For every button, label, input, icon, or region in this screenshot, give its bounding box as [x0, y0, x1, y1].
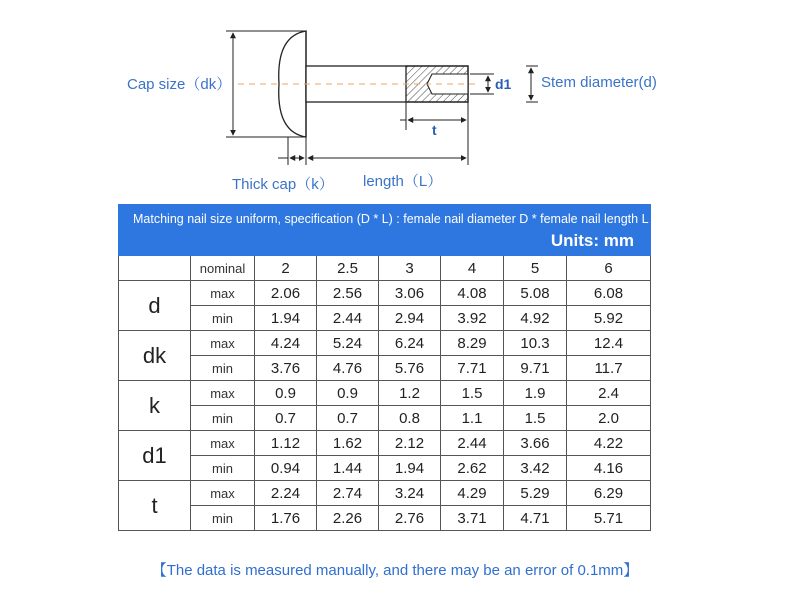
value-cell: 0.7	[317, 406, 379, 431]
value-cell: 2.62	[441, 456, 504, 481]
value-cell: 4.16	[567, 456, 651, 481]
table-row	[119, 281, 651, 306]
value-cell: 0.9	[317, 381, 379, 406]
value-cell: 1.1	[441, 406, 504, 431]
value-cell: 4.76	[317, 356, 379, 381]
table-row	[119, 381, 651, 406]
corner-cell	[119, 256, 191, 281]
value-cell: 6.24	[379, 331, 441, 356]
parameter-cell: d	[119, 281, 191, 331]
value-cell: 3.66	[504, 431, 567, 456]
value-cell: 2.76	[379, 506, 441, 531]
value-cell: 2.4	[567, 381, 651, 406]
value-cell: 0.8	[379, 406, 441, 431]
nominal-size-cell: 2.5	[317, 256, 379, 281]
limit-cell: max	[191, 281, 255, 306]
limit-cell: max	[191, 481, 255, 506]
value-cell: 7.71	[441, 356, 504, 381]
value-cell: 5.29	[504, 481, 567, 506]
value-cell: 3.24	[379, 481, 441, 506]
table-title: Matching nail size uniform, specification (D * L) : female nail diameter D * female nail length L	[133, 212, 649, 226]
limit-cell: min	[191, 506, 255, 531]
value-cell: 1.5	[504, 406, 567, 431]
d1-label: d1	[495, 76, 512, 92]
parameter-cell: t	[119, 481, 191, 531]
value-cell: 5.92	[567, 306, 651, 331]
value-cell: 5.08	[504, 281, 567, 306]
value-cell: 12.4	[567, 331, 651, 356]
value-cell: 2.0	[567, 406, 651, 431]
nominal-size-cell: 2	[255, 256, 317, 281]
value-cell: 3.42	[504, 456, 567, 481]
value-cell: 2.56	[317, 281, 379, 306]
value-cell: 5.24	[317, 331, 379, 356]
nominal-size-cell: 6	[567, 256, 651, 281]
spec-table	[118, 204, 651, 531]
t-label: t	[432, 122, 437, 138]
value-cell: 4.29	[441, 481, 504, 506]
table-row	[119, 356, 651, 381]
value-cell: 1.94	[379, 456, 441, 481]
value-cell: 0.7	[255, 406, 317, 431]
value-cell: 1.94	[255, 306, 317, 331]
value-cell: 2.74	[317, 481, 379, 506]
value-cell: 0.94	[255, 456, 317, 481]
value-cell: 4.08	[441, 281, 504, 306]
nominal-size-cell: 3	[379, 256, 441, 281]
value-cell: 2.94	[379, 306, 441, 331]
value-cell: 3.76	[255, 356, 317, 381]
table-row	[119, 506, 651, 531]
cap-size-label: Cap size（dk）	[127, 76, 232, 93]
value-cell: 3.06	[379, 281, 441, 306]
value-cell: 2.12	[379, 431, 441, 456]
limit-cell: min	[191, 456, 255, 481]
table-row	[119, 306, 651, 331]
value-cell: 3.92	[441, 306, 504, 331]
table-row	[119, 406, 651, 431]
limit-cell: max	[191, 431, 255, 456]
value-cell: 3.71	[441, 506, 504, 531]
limit-cell: min	[191, 356, 255, 381]
value-cell: 6.29	[567, 481, 651, 506]
value-cell: 10.3	[504, 331, 567, 356]
measurement-footnote: 【The data is measured manually, and there may be an error of 0.1mm】	[151, 562, 639, 579]
table-row	[119, 481, 651, 506]
value-cell: 1.5	[441, 381, 504, 406]
nominal-row	[119, 256, 651, 281]
length-label: length（L）	[363, 173, 443, 190]
value-cell: 4.22	[567, 431, 651, 456]
table-row	[119, 331, 651, 356]
value-cell: 2.44	[441, 431, 504, 456]
value-cell: 11.7	[567, 356, 651, 381]
table-row	[119, 431, 651, 456]
value-cell: 2.26	[317, 506, 379, 531]
value-cell: 2.24	[255, 481, 317, 506]
limit-cell: max	[191, 331, 255, 356]
value-cell: 0.9	[255, 381, 317, 406]
limit-cell: min	[191, 406, 255, 431]
table-row	[119, 456, 651, 481]
value-cell: 5.71	[567, 506, 651, 531]
value-cell: 4.92	[504, 306, 567, 331]
value-cell: 1.2	[379, 381, 441, 406]
nominal-label: nominal	[191, 256, 255, 281]
value-cell: 4.71	[504, 506, 567, 531]
value-cell: 1.9	[504, 381, 567, 406]
units-label: Units: mm	[550, 231, 634, 250]
rivet-dimension-diagram	[0, 0, 790, 200]
parameter-cell: d1	[119, 431, 191, 481]
value-cell: 5.76	[379, 356, 441, 381]
value-cell: 1.76	[255, 506, 317, 531]
table-header	[119, 205, 651, 256]
parameter-cell: k	[119, 381, 191, 431]
value-cell: 2.06	[255, 281, 317, 306]
limit-cell: min	[191, 306, 255, 331]
nominal-size-cell: 4	[441, 256, 504, 281]
value-cell: 1.44	[317, 456, 379, 481]
parameter-cell: dk	[119, 331, 191, 381]
value-cell: 2.44	[317, 306, 379, 331]
value-cell: 4.24	[255, 331, 317, 356]
value-cell: 9.71	[504, 356, 567, 381]
value-cell: 1.12	[255, 431, 317, 456]
nominal-size-cell: 5	[504, 256, 567, 281]
limit-cell: max	[191, 381, 255, 406]
stem-diameter-label: Stem diameter(d)	[541, 74, 657, 91]
value-cell: 8.29	[441, 331, 504, 356]
value-cell: 6.08	[567, 281, 651, 306]
thick-cap-label: Thick cap（k）	[232, 176, 334, 193]
value-cell: 1.62	[317, 431, 379, 456]
